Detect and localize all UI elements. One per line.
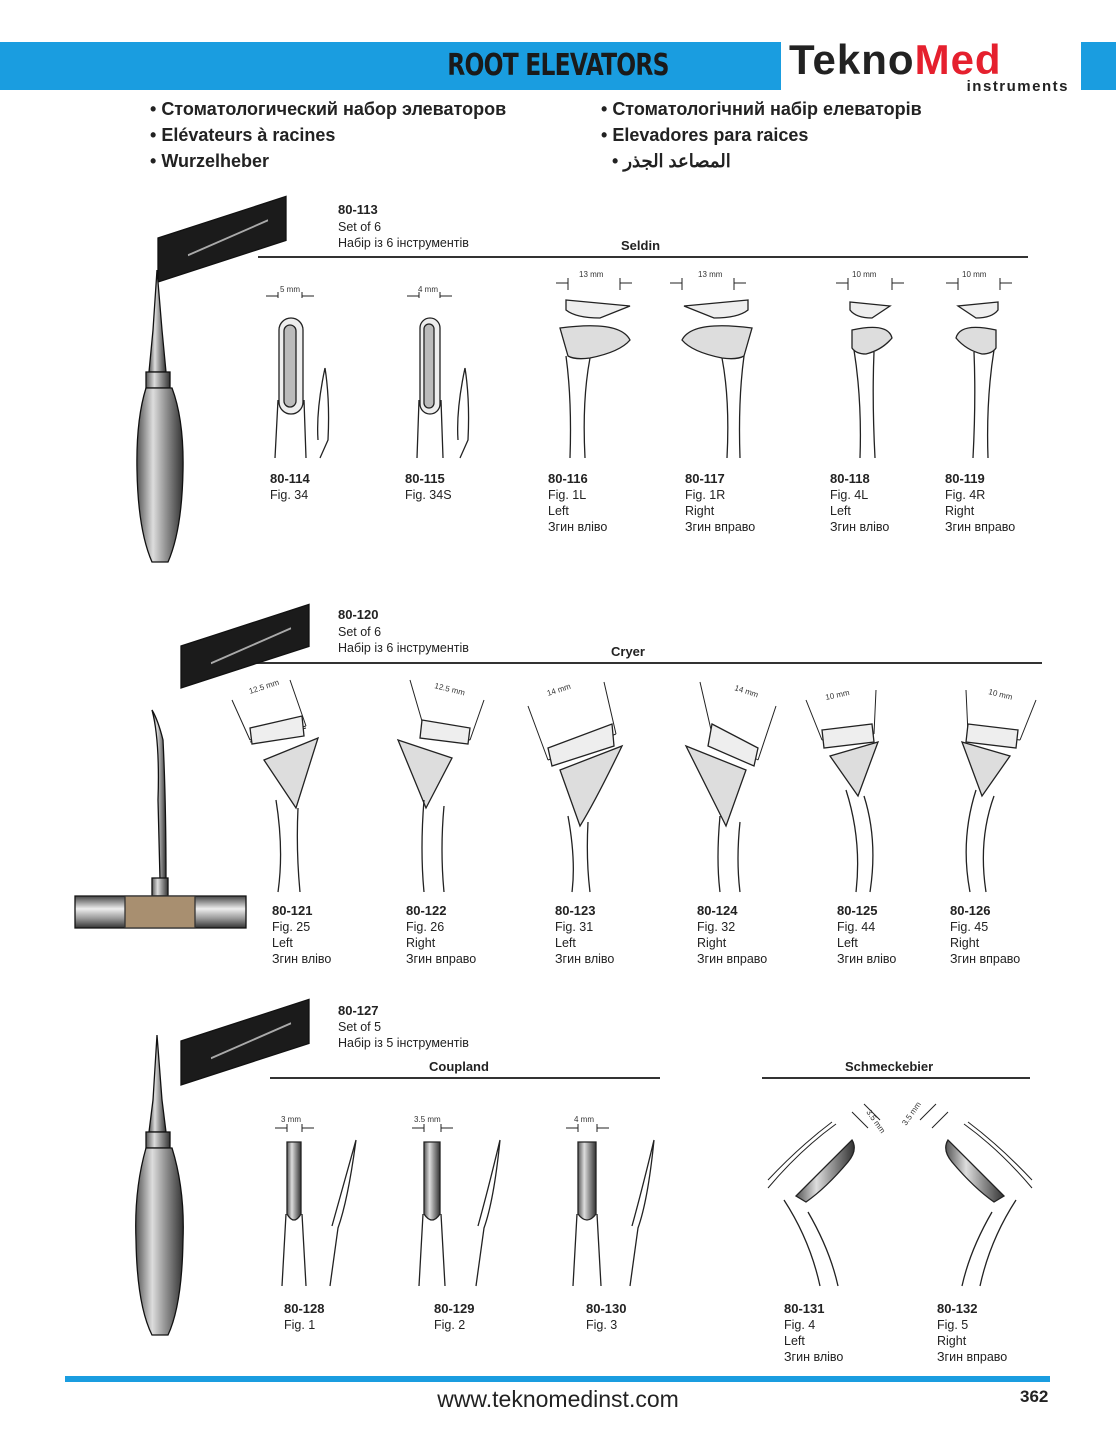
name-fr: • Elévateurs à racines: [150, 125, 335, 146]
item-80-126: 80-126 Fig. 45 Right Згин вправо: [950, 903, 1021, 966]
instrument-80-115: [407, 292, 469, 458]
instrument-80-124: [686, 682, 776, 892]
item-80-114: 80-114 Fig. 34: [270, 471, 310, 502]
website-link[interactable]: www.teknomedinst.com: [437, 1386, 679, 1412]
instrument-80-116: [556, 278, 632, 458]
dim-label: 3.5 mm: [414, 1115, 441, 1124]
item-80-115: 80-115 Fig. 34S: [405, 471, 452, 502]
brand-logo: TeknoMed instruments: [781, 36, 1081, 94]
dim-label: 12.5 mm: [247, 677, 281, 696]
instrument-80-125: [806, 690, 878, 892]
item-80-128: 80-128 Fig. 1: [284, 1301, 325, 1332]
instrument-80-130: [566, 1124, 654, 1286]
set-label: Set of 6: [338, 220, 382, 234]
instrument-80-117: [670, 278, 752, 458]
item-80-122: 80-122 Fig. 26 Right Згин вправо: [406, 903, 477, 966]
dim-label: 12.5 mm: [433, 681, 466, 698]
set-label: Set of 6: [338, 625, 382, 639]
dim-label: 10 mm: [987, 687, 1014, 702]
set-box-image: [158, 196, 286, 282]
dim-label: 14 mm: [545, 681, 572, 698]
elevator-photo-straight: [137, 270, 183, 562]
instrument-80-122: [398, 680, 484, 892]
set-label: Set of 5: [338, 1020, 382, 1034]
dim-label: 10 mm: [824, 688, 851, 702]
page-number: 362: [1020, 1387, 1049, 1406]
set-code: 80-120: [338, 607, 379, 622]
name-de: • Wurzelheber: [150, 151, 269, 172]
item-80-125: 80-125 Fig. 44 Left Згин вліво: [837, 903, 897, 966]
instrument-80-119: [946, 278, 1012, 458]
dim-label: 3.5 mm: [864, 1107, 888, 1135]
name-ru: • Стоматологический набор элеваторов: [150, 99, 506, 120]
set-code: 80-113: [338, 202, 378, 217]
instrument-80-126: [962, 690, 1036, 892]
set-box-image: [181, 604, 309, 688]
instrument-80-128: [275, 1124, 356, 1286]
item-80-121: 80-121 Fig. 25 Left Згин вліво: [272, 903, 332, 966]
section-title-coupland: Coupland: [429, 1059, 489, 1074]
item-80-124: 80-124 Fig. 32 Right Згин вправо: [697, 903, 768, 966]
item-80-117: 80-117 Fig. 1R Right Згин вправо: [685, 471, 756, 534]
page-title: ROOT ELEVATORS: [447, 48, 669, 83]
instrument-80-132: [920, 1104, 1032, 1286]
elevator-photo-t-bar: [75, 710, 246, 928]
instrument-80-118: [836, 278, 904, 458]
item-80-123: 80-123 Fig. 31 Left Згин вліво: [555, 903, 615, 966]
section-title-seldin: Seldin: [621, 238, 661, 253]
dim-label: 4 mm: [418, 285, 438, 294]
item-80-131: 80-131 Fig. 4 Left Згин вліво: [784, 1301, 844, 1364]
dim-label: 13 mm: [579, 270, 604, 279]
set-box-image: [181, 999, 309, 1085]
set-label-uk: Набір із 5 інструментів: [338, 1036, 469, 1050]
set-code: 80-127: [338, 1003, 379, 1018]
set-label-uk: Набір із 6 інструментів: [338, 641, 469, 655]
section-title-schmeckebier: Schmeckebier: [845, 1059, 934, 1074]
instrument-80-129: [412, 1124, 500, 1286]
name-es: • Elevadores para raices: [601, 125, 808, 146]
dim-label: 10 mm: [852, 270, 877, 279]
item-80-118: 80-118 Fig. 4L Left Згин вліво: [830, 471, 890, 534]
name-uk: • Стоматологічний набір елеваторів: [601, 99, 922, 120]
item-80-130: 80-130 Fig. 3: [586, 1301, 627, 1332]
item-80-116: 80-116 Fig. 1L Left Згин вліво: [548, 471, 608, 534]
dim-label: 14 mm: [733, 683, 760, 700]
section-title-cryer: Cryer: [611, 644, 645, 659]
set-label-uk: Набір із 6 інструментів: [338, 236, 469, 250]
item-80-132: 80-132 Fig. 5 Right Згин вправо: [937, 1301, 1008, 1364]
dim-label: 5 mm: [280, 285, 300, 294]
dim-label: 10 mm: [962, 270, 987, 279]
elevator-photo-straight: [136, 1035, 184, 1335]
dim-label: 3 mm: [281, 1115, 301, 1124]
dim-label: 4 mm: [574, 1115, 594, 1124]
instrument-80-123: [528, 682, 622, 892]
name-ar: المصاعد الجذر •: [612, 151, 731, 172]
item-80-119: 80-119 Fig. 4R Right Згин вправо: [945, 471, 1016, 534]
instrument-80-114: [266, 292, 329, 458]
instrument-80-121: [232, 677, 318, 892]
instrument-80-131: [768, 1104, 880, 1286]
item-80-129: 80-129 Fig. 2: [434, 1301, 475, 1332]
dim-label: 3.5 mm: [900, 1100, 923, 1128]
dim-label: 13 mm: [698, 270, 723, 279]
